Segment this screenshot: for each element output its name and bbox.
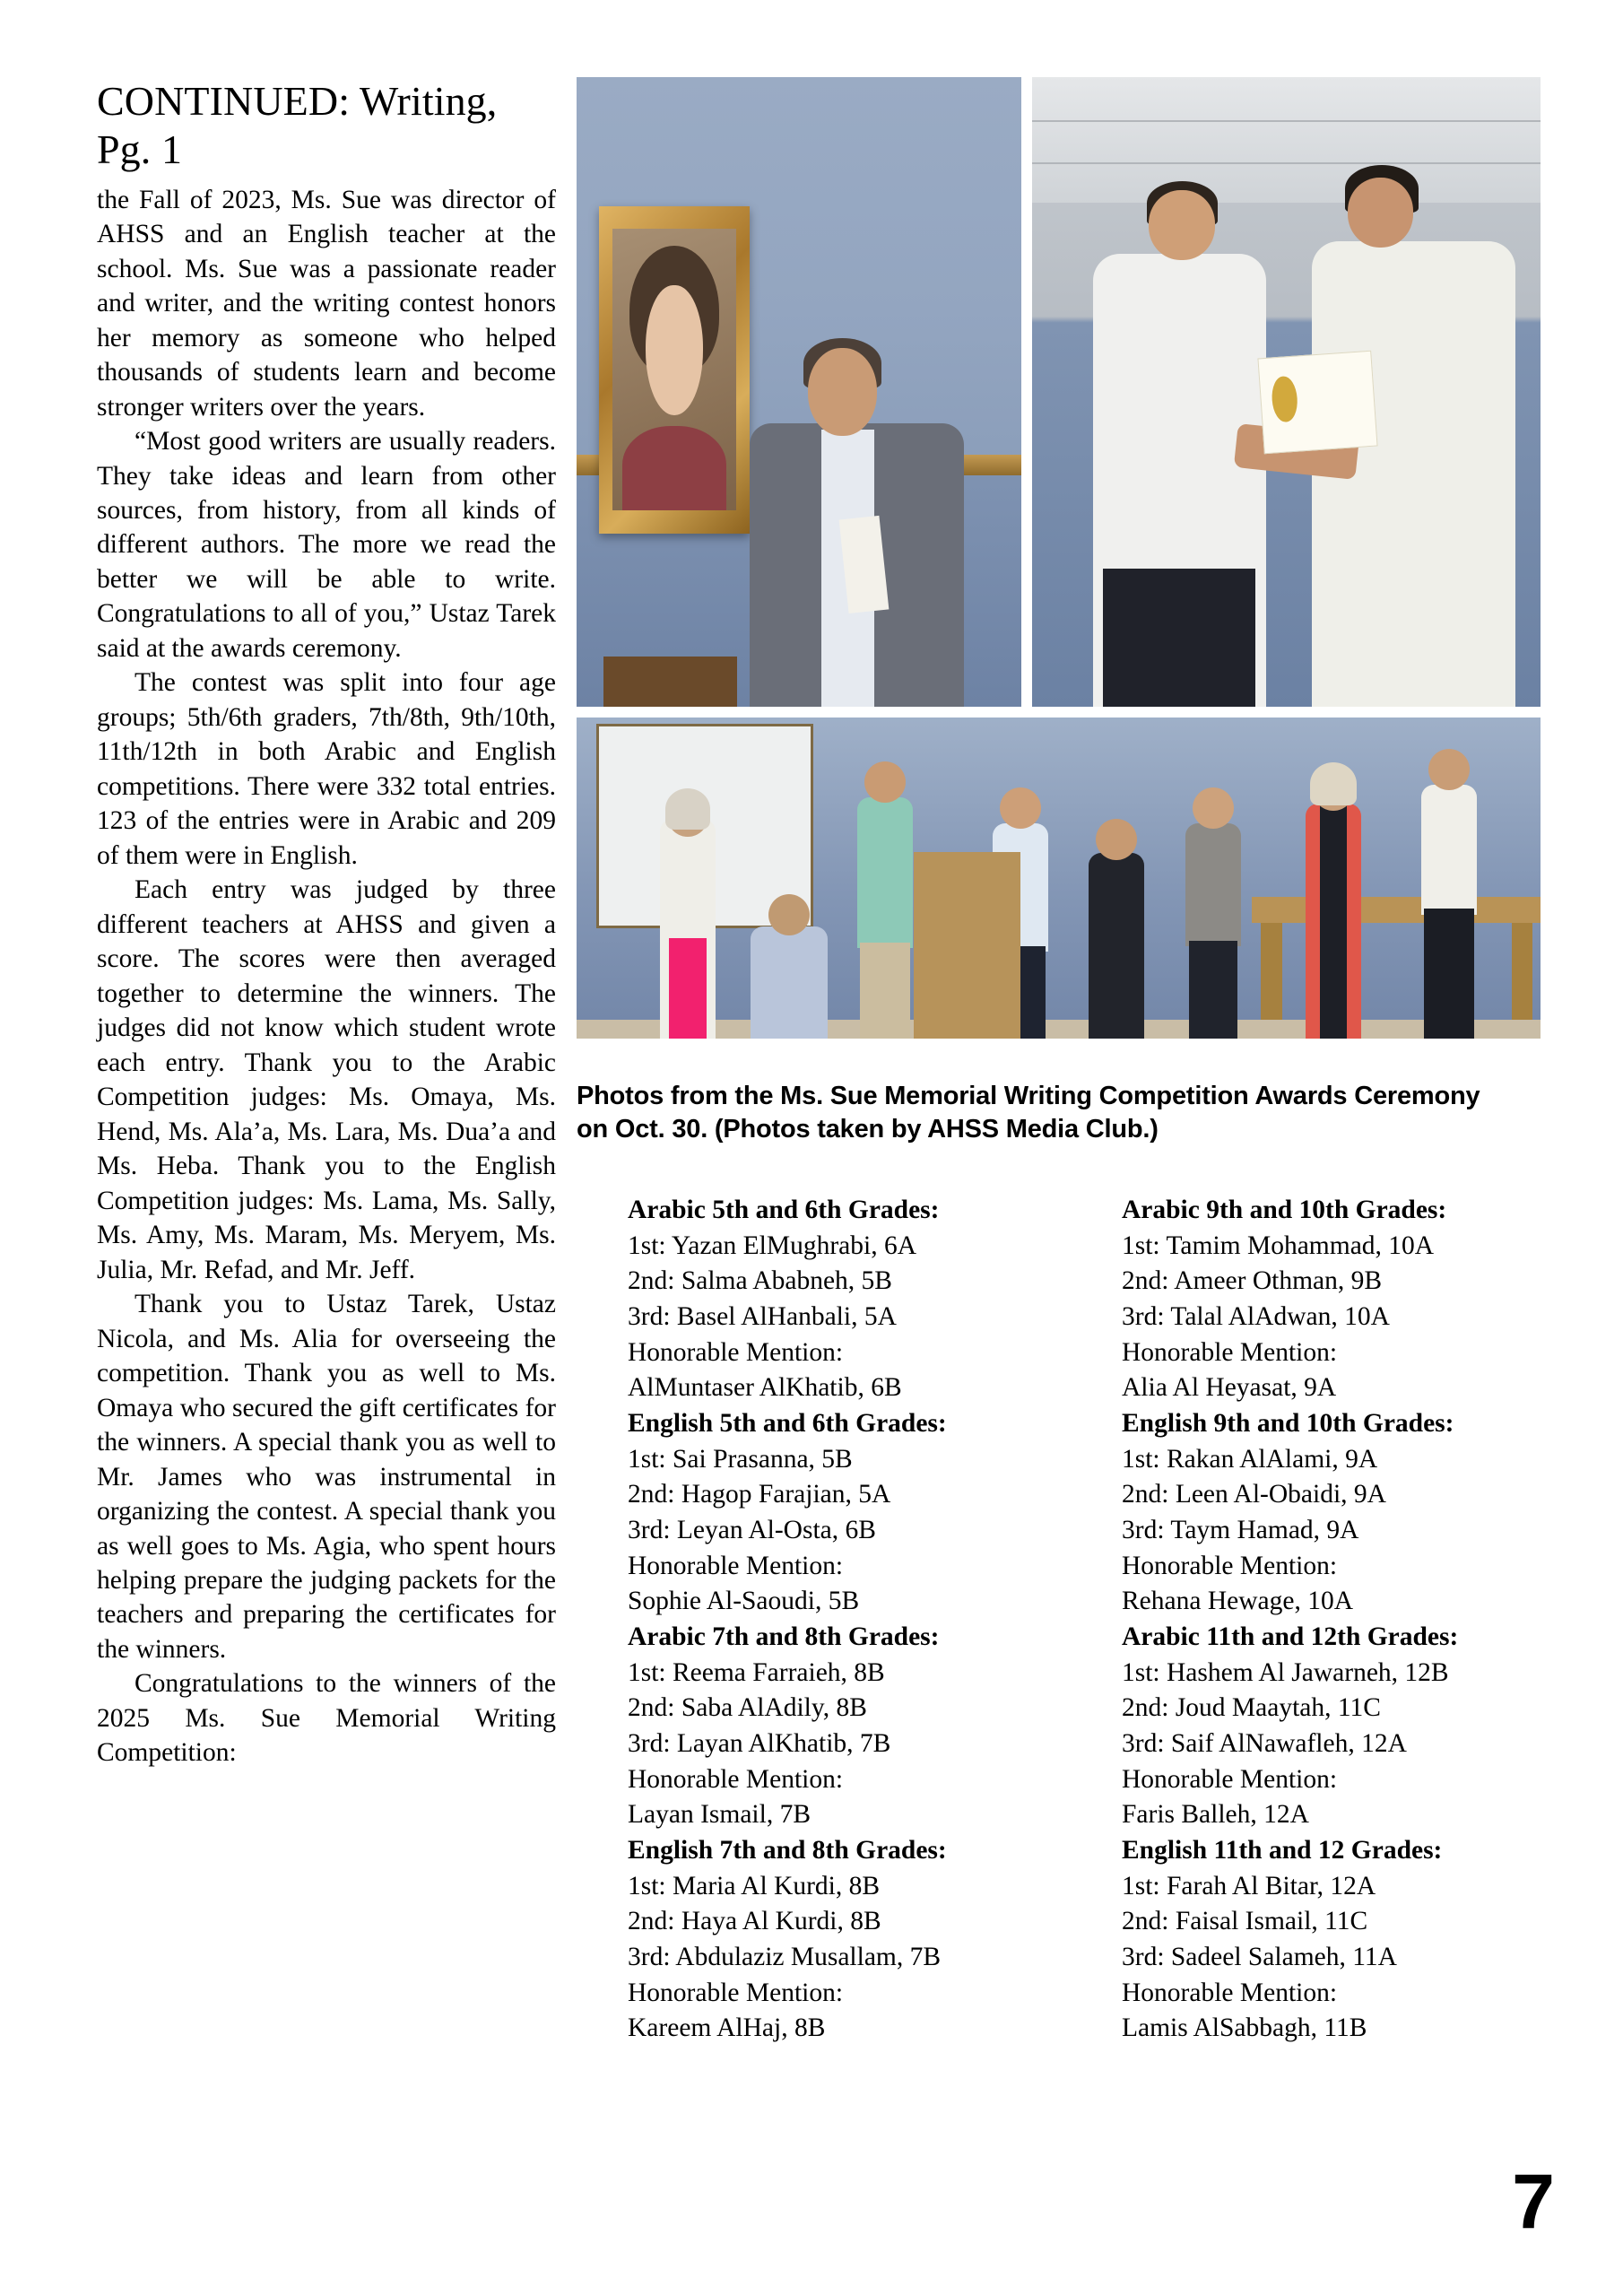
figure-head (768, 894, 810, 935)
winners-entry: Honorable Mention: (628, 1764, 844, 1794)
winners-group (1122, 1833, 1533, 2047)
article-paragraph: The contest was split into four age groups; 5th/6th graders, 7th/8th, 9th/10th, 11th/12th in both Arabic and English competitions. There were 332 total entries. 123 of the entries were in Arabic and 209 of them were in English. (97, 668, 556, 870)
winners-group-title: Arabic 7th and 8th Grades: (628, 1622, 940, 1652)
article-paragraph: Congratulations to the winners of the 2025 Ms. Sue Memorial Writing Competition: (97, 1669, 556, 1768)
attendee-figure (654, 788, 721, 1039)
figure-torso (1185, 823, 1241, 946)
article-paragraph: Each entry was judged by three different teachers at AHSS and given a score. The scores were then averaged together to determine the winners. The judges did not know which student wrote each entry. Thank you to the Arabic Competition judges: Ms. Omaya, Ms. Hend, Ms. Ala’a, Ms. Lara, Ms. Dua’a and Ms. Heba. Thank you to the English Competition judges: Ms. Lama, Ms. Sally, Ms. Amy, Ms. Maram, Ms. Meryem, Ms. Julia, Mr. Refad, and Mr. Jeff. (97, 875, 556, 1284)
winners-entry: 1st: Sai Prasanna, 5B (628, 1444, 853, 1474)
teacher-figure (1290, 762, 1377, 1039)
podium (914, 852, 1020, 1039)
winners-group-title: Arabic 11th and 12th Grades: (1122, 1622, 1459, 1652)
winners-entry: AlMuntaser AlKhatib, 6B (628, 1373, 902, 1403)
certificate-seal (1271, 376, 1299, 422)
figure-torso (857, 797, 913, 948)
winners-entry: 3rd: Basel AlHanbali, 5A (628, 1302, 897, 1332)
figure-trousers (1189, 941, 1237, 1039)
winners-group (628, 1193, 1039, 1406)
winners-entry: 2nd: Hagop Farajian, 5A (628, 1480, 891, 1509)
winners-entry: Honorable Mention: (1122, 1764, 1338, 1794)
winners-entry: Honorable Mention: (1122, 1337, 1338, 1367)
winners-entry: 3rd: Sadeel Salameh, 11A (1122, 1943, 1397, 1972)
student-figure (1078, 813, 1155, 1039)
article-paragraph: Thank you to Ustaz Tarek, Ustaz Nicola, and Ms. Alia for overseeing the competition. Thank you as well to Ms. Omaya who secured the gift certificates for the winners. A special thank you as well to Mr. James who was instrumental in organizing the contest. A special thank you as well goes to Ms. Agia, who spent hours helping prepare the judging packets for the teachers and preparing the certificates for the winners. (97, 1290, 556, 1664)
figure-torso (1089, 853, 1144, 1039)
winners-entry: Honorable Mention: (1122, 1978, 1338, 2007)
photo-caption: Photos from the Ms. Sue Memorial Writing Competition Awards Ceremony on Oct. 30. (Photos taken by AHSS Media Club.) (577, 1082, 1480, 1144)
winners-lists (628, 1193, 1533, 2047)
teacher-trousers (1103, 569, 1255, 707)
winners-entry: 1st: Reema Farraieh, 8B (628, 1657, 885, 1687)
teacher-head (1149, 190, 1215, 259)
winners-group-title: English 5th and 6th Grades: (628, 1409, 947, 1439)
figure-headscarf (1310, 762, 1357, 805)
winners-entry: 1st: Tamim Mohammad, 10A (1122, 1231, 1435, 1260)
figure-dress (1320, 804, 1347, 1039)
figure-headscarf (665, 788, 710, 830)
figure-head (1000, 787, 1041, 829)
teacher-figure (1175, 782, 1252, 1039)
speaker-head (808, 348, 877, 436)
winners-group (1122, 1620, 1533, 1833)
winners-entry: Rehana Hewage, 10A (1122, 1587, 1354, 1616)
figure-torso (1421, 785, 1477, 915)
page-number: 7 (1512, 2159, 1553, 2245)
ceiling (1032, 77, 1541, 203)
winners-entry: 1st: Yazan ElMughrabi, 6A (628, 1231, 917, 1260)
winners-group-title: English 11th and 12 Grades: (1122, 1836, 1443, 1866)
ceiling-line (1032, 162, 1541, 164)
winners-group-title: Arabic 9th and 10th Grades: (1122, 1196, 1447, 1224)
winners-group (1122, 1193, 1533, 1406)
winners-entry: 2nd: Joud Maaytah, 11C (1122, 1693, 1381, 1723)
winners-entry: 1st: Rakan AlAlami, 9A (1122, 1444, 1378, 1474)
article-paragraph: the Fall of 2023, Ms. Sue was director of AHSS and an English teacher at the school. Ms. Sue was a passionate reader and writer, and the writing contest honors her memory as someone who helped thousands of students learn and become stronger writers over the years. (97, 185, 556, 422)
photo-row-top (577, 77, 1541, 707)
winners-group (628, 1620, 1039, 1833)
portrait-frame (599, 206, 751, 534)
figure-torso (751, 926, 828, 1039)
page-title: CONTINUED: Writing, Pg. 1 (97, 78, 498, 172)
winners-group-title: English 9th and 10th Grades: (1122, 1409, 1454, 1439)
student-head (1348, 178, 1414, 247)
winners-entry: 3rd: Talal AlAdwan, 10A (1122, 1302, 1390, 1332)
winners-column-right (1122, 1193, 1533, 2047)
figure-trousers (1424, 909, 1474, 1039)
article-paragraph: “Most good writers are usually readers. They take ideas and learn from other sources, from history, from all kinds of different authors. The more we read the better we will be able to write. Congratulations to all of you,” Ustaz Tarek said at the awards ceremony. (97, 427, 556, 663)
figure-head (1428, 749, 1470, 790)
winners-entry: 2nd: Faisal Ismail, 11C (1122, 1907, 1368, 1936)
winners-group-title: Arabic 5th and 6th Grades: (628, 1196, 940, 1224)
winners-entry: Lamis AlSabbagh, 11B (1122, 2013, 1367, 2043)
winners-entry: Layan Ismail, 7B (628, 1800, 811, 1830)
winners-entry: 1st: Farah Al Bitar, 12A (1122, 1871, 1376, 1900)
administrator-figure (1406, 744, 1493, 1039)
winners-entry: Kareem AlHaj, 8B (628, 2013, 826, 2043)
portrait-canvas (612, 229, 736, 510)
article-column (97, 77, 556, 1770)
ceiling-line (1032, 120, 1541, 122)
figure-head (864, 761, 906, 803)
winners-group-title: English 7th and 8th Grades: (628, 1836, 947, 1866)
figure-trousers (860, 943, 910, 1039)
certificate (1258, 351, 1378, 455)
winners-column-left (628, 1193, 1039, 2047)
winners-entry: Honorable Mention: (628, 1551, 844, 1580)
winners-entry: 1st: Maria Al Kurdi, 8B (628, 1871, 881, 1900)
winners-entry: Honorable Mention: (628, 1337, 844, 1367)
award-handshake-photo (1032, 77, 1541, 707)
figure-head (1193, 787, 1234, 829)
winners-entry: 3rd: Leyan Al-Osta, 6B (628, 1516, 876, 1545)
stage-floor (577, 1020, 1541, 1039)
figure-trousers (669, 938, 707, 1039)
chair (603, 657, 737, 707)
photo-collage (577, 77, 1541, 1039)
portrait-clothing (622, 426, 726, 510)
winners-entry: 2nd: Haya Al Kurdi, 8B (628, 1907, 881, 1936)
photographer-figure (751, 891, 828, 1039)
winners-entry: 2nd: Saba AlAdily, 8B (628, 1693, 867, 1723)
winners-entry: Alia Al Heyasat, 9A (1122, 1373, 1337, 1403)
winners-entry: Faris Balleh, 12A (1122, 1800, 1309, 1830)
winners-group (628, 1406, 1039, 1620)
winners-group (1122, 1406, 1533, 1620)
winners-entry: 2nd: Ameer Othman, 9B (1122, 1266, 1383, 1296)
winners-group (628, 1833, 1039, 2047)
figure-head (1096, 819, 1137, 860)
winners-entry: Sophie Al-Saoudi, 5B (628, 1587, 860, 1616)
winners-entry: 3rd: Saif AlNawafleh, 12A (1122, 1729, 1407, 1759)
winners-entry: Honorable Mention: (628, 1978, 844, 2007)
winners-entry: 3rd: Abdulaziz Musallam, 7B (628, 1943, 942, 1972)
winners-entry: 2nd: Leen Al-Obaidi, 9A (1122, 1480, 1386, 1509)
winners-entry: 3rd: Layan AlKhatib, 7B (628, 1729, 891, 1759)
presenter-figure (846, 756, 924, 1039)
winners-entry: 3rd: Taym Hamad, 9A (1122, 1516, 1359, 1545)
winners-entry: Honorable Mention: (1122, 1551, 1338, 1580)
winners-entry: 1st: Hashem Al Jawarneh, 12B (1122, 1657, 1449, 1687)
group-stage-photo (577, 718, 1541, 1039)
ceremony-speaker-photo (577, 77, 1021, 707)
winners-entry: 2nd: Salma Ababneh, 5B (628, 1266, 892, 1296)
portrait-face (646, 285, 703, 414)
